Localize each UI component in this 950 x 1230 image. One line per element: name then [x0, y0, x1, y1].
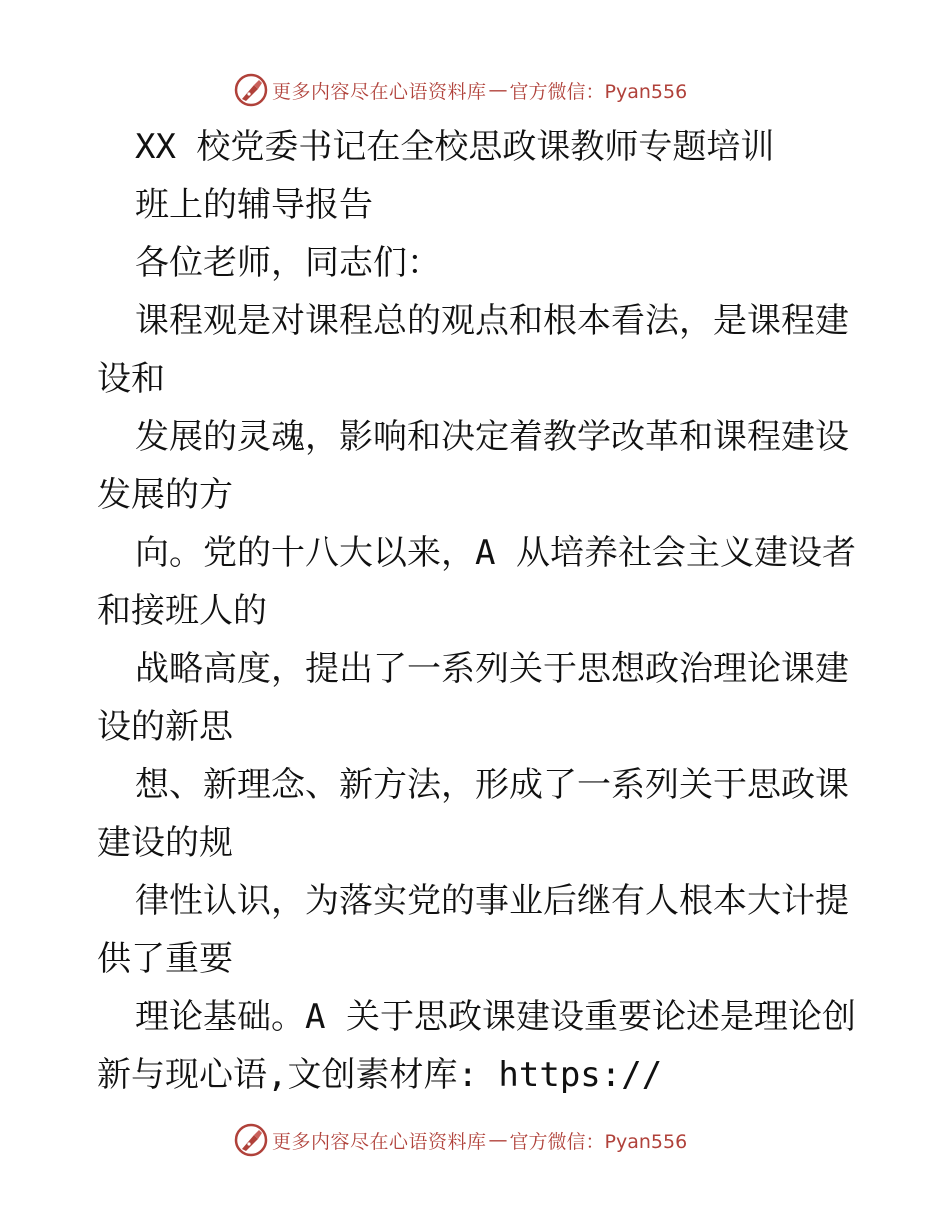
- paragraph-line: 律性认识，为落实党的事业后继有人根本大计提: [135, 881, 849, 921]
- footer-watermark: [234, 1120, 714, 1160]
- paragraph-line: 设和: [97, 359, 165, 399]
- watermark-contact: 官方微信：Pyan556: [509, 1130, 688, 1153]
- pen-nib-logo-icon: [234, 1123, 268, 1157]
- paragraph-line: 发展的灵魂，影响和决定着教学改革和课程建设: [135, 417, 849, 457]
- paragraph-line: 供了重要: [97, 939, 233, 979]
- title-line-1: XX 校党委书记在全校思政课教师专题培训: [135, 127, 775, 167]
- paragraph-line: 战略高度，提出了一系列关于思想政治理论课建: [135, 649, 849, 689]
- watermark-text: 更多内容尽在心语资料库: [272, 80, 487, 103]
- paragraph-line: 设的新思: [97, 707, 233, 747]
- paragraph-line: 发展的方: [97, 475, 233, 515]
- paragraph-line: 和接班人的: [97, 591, 267, 631]
- header-watermark: [234, 70, 714, 110]
- pen-nib-logo-icon: [234, 73, 268, 107]
- paragraph-line: 课程观是对课程总的观点和根本看法，是课程建: [135, 301, 849, 341]
- paragraph-line: 建设的规: [97, 823, 233, 863]
- watermark-separator: —: [488, 79, 508, 101]
- watermark-text: 更多内容尽在心语资料库: [272, 1130, 487, 1153]
- watermark-separator: —: [488, 1129, 508, 1151]
- watermark-contact: 官方微信：Pyan556: [509, 80, 688, 103]
- paragraph-line: 向。党的十八大以来，A 从培养社会主义建设者: [135, 533, 856, 573]
- salutation: 各位老师，同志们：: [135, 243, 441, 283]
- title-line-2: 班上的辅导报告: [135, 185, 373, 225]
- paragraph-line: 新与现心语,文创素材库: https://: [97, 1055, 663, 1095]
- paragraph-line: 理论基础。A 关于思政课建设重要论述是理论创: [135, 997, 856, 1037]
- paragraph-line: 想、新理念、新方法，形成了一系列关于思政课: [135, 765, 849, 805]
